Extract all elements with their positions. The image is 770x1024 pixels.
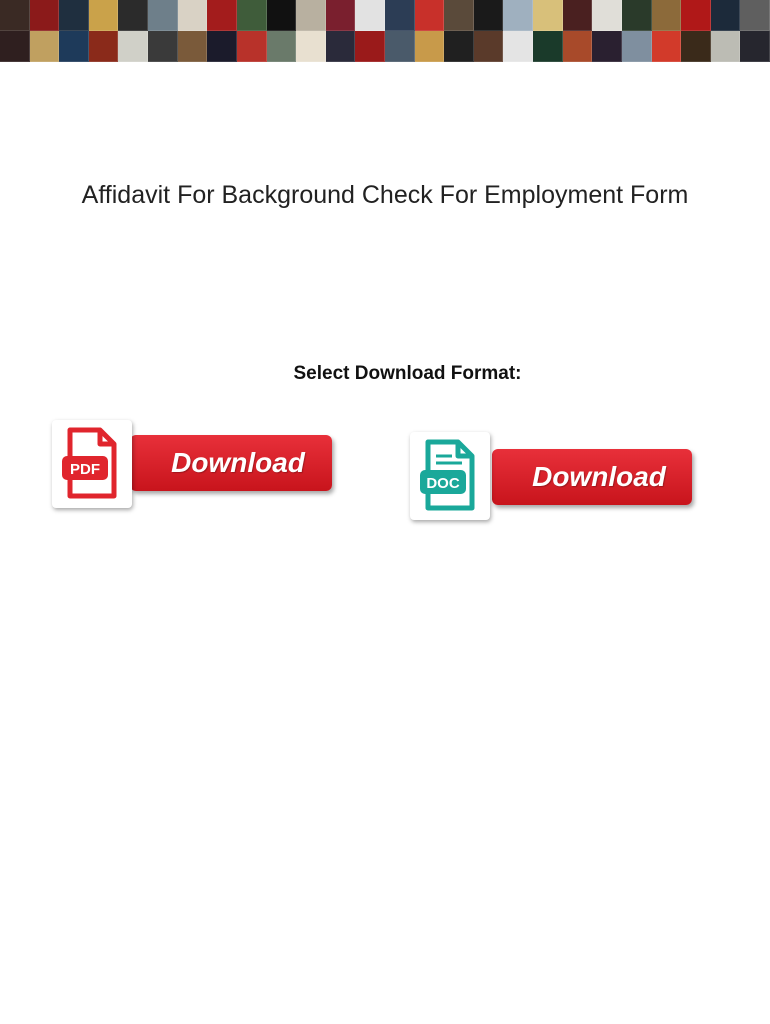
cover-tile bbox=[444, 0, 474, 31]
cover-tile bbox=[385, 31, 415, 62]
cover-tile bbox=[652, 31, 682, 62]
cover-tile bbox=[267, 0, 297, 31]
cover-tile bbox=[326, 31, 356, 62]
cover-tile bbox=[711, 0, 741, 31]
doc-download-label: Download bbox=[532, 461, 666, 492]
cover-tile bbox=[622, 31, 652, 62]
cover-tile bbox=[503, 31, 533, 62]
cover-tile bbox=[740, 31, 770, 62]
cover-tile bbox=[681, 0, 711, 31]
cover-tile bbox=[592, 0, 622, 31]
cover-tile bbox=[355, 31, 385, 62]
cover-tile bbox=[237, 31, 267, 62]
pdf-icon-label: PDF bbox=[70, 461, 100, 478]
doc-download-button[interactable] bbox=[410, 432, 694, 522]
cover-tile bbox=[415, 31, 445, 62]
cover-tile bbox=[59, 0, 89, 31]
cover-tile bbox=[207, 31, 237, 62]
cover-tile bbox=[89, 31, 119, 62]
cover-tile bbox=[533, 0, 563, 31]
cover-tile bbox=[237, 0, 267, 31]
page-title: Affidavit For Background Check For Employment Form bbox=[81, 181, 689, 209]
cover-tile bbox=[711, 31, 741, 62]
cover-tile bbox=[178, 31, 208, 62]
cover-tile bbox=[326, 0, 356, 31]
cover-tile bbox=[118, 0, 148, 31]
cover-tile bbox=[30, 0, 60, 31]
cover-tile bbox=[622, 0, 652, 31]
doc-download-bar[interactable] bbox=[492, 449, 692, 505]
doc-icon-label: DOC bbox=[426, 475, 460, 492]
cover-tile bbox=[59, 31, 89, 62]
cover-tile bbox=[503, 0, 533, 31]
cover-tile bbox=[296, 31, 326, 62]
pdf-download-bar[interactable] bbox=[130, 435, 332, 491]
cover-tile bbox=[533, 31, 563, 62]
cover-tile bbox=[563, 31, 593, 62]
cover-tile bbox=[89, 0, 119, 31]
cover-tile bbox=[740, 0, 770, 31]
cover-tile bbox=[207, 0, 237, 31]
cover-tile bbox=[415, 0, 445, 31]
cover-tile bbox=[148, 31, 178, 62]
cover-tile bbox=[267, 31, 297, 62]
cover-tile bbox=[148, 0, 178, 31]
cover-tile bbox=[444, 31, 474, 62]
doc-file-icon bbox=[410, 432, 490, 520]
cover-tile bbox=[592, 31, 622, 62]
cover-tile bbox=[474, 31, 504, 62]
pdf-download-button[interactable] bbox=[52, 420, 334, 510]
cover-tile bbox=[30, 31, 60, 62]
cover-tile bbox=[563, 0, 593, 31]
select-format-heading: Select Download Format: bbox=[293, 363, 522, 384]
cover-tile bbox=[385, 0, 415, 31]
pdf-file-icon bbox=[52, 420, 132, 508]
cover-mosaic-banner bbox=[0, 0, 770, 62]
cover-tile bbox=[0, 31, 30, 62]
cover-tile bbox=[178, 0, 208, 31]
cover-tile bbox=[296, 0, 326, 31]
cover-tile bbox=[652, 0, 682, 31]
cover-tile bbox=[474, 0, 504, 31]
pdf-download-label: Download bbox=[171, 447, 305, 478]
cover-tile bbox=[355, 0, 385, 31]
cover-tile bbox=[681, 31, 711, 62]
cover-tile bbox=[118, 31, 148, 62]
cover-tile bbox=[0, 0, 30, 31]
